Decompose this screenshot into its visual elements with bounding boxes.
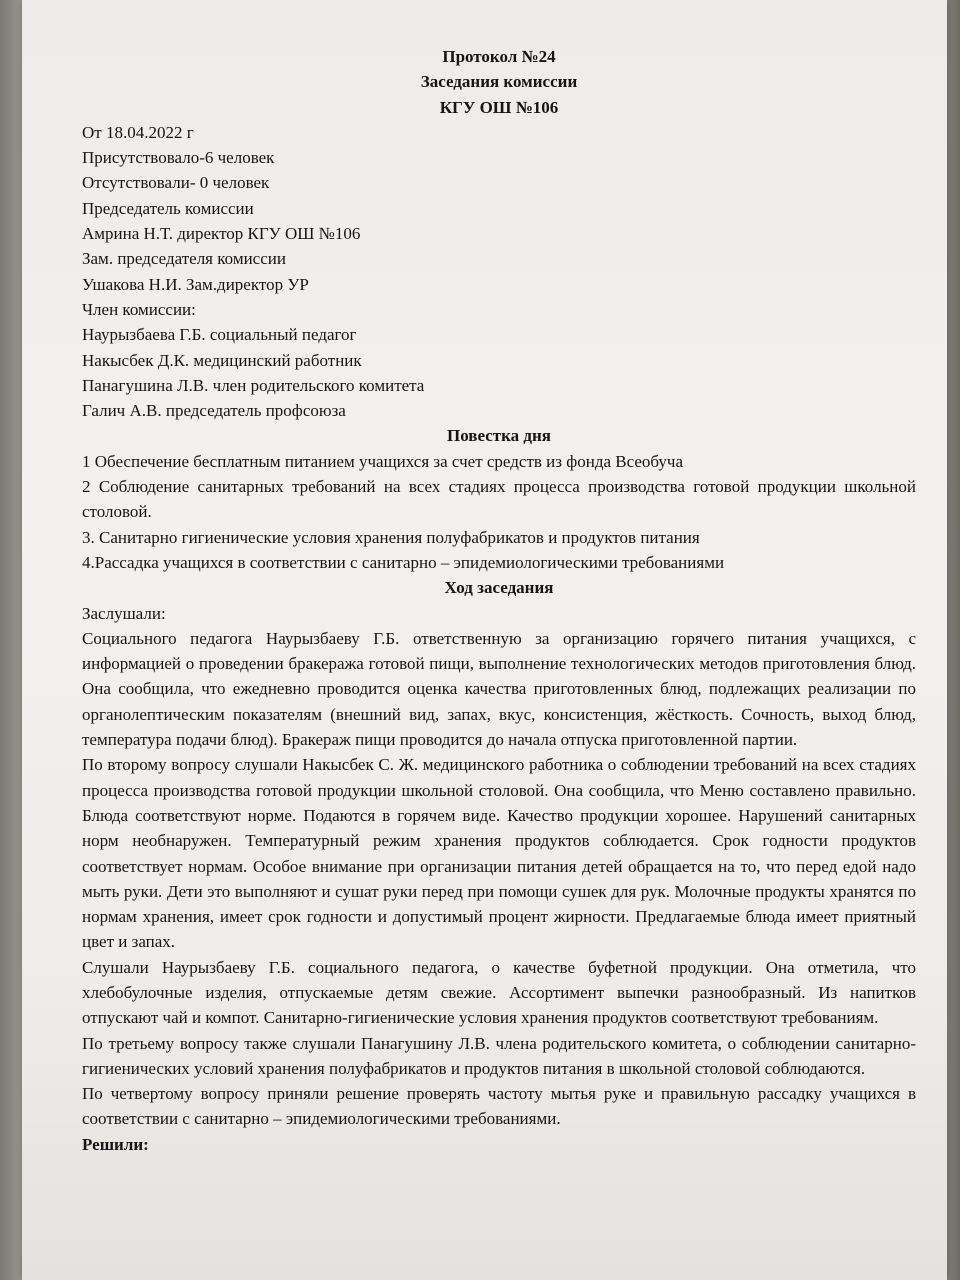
members-label: Член комиссии: — [82, 299, 196, 319]
protocol-title: Протокол №24 — [442, 47, 556, 66]
agenda-item: 2 Соблюдение санитарных требований на всех стадиях процесса производства готовой продукции школьной столовой. — [82, 477, 916, 522]
proceedings-paragraph: Социального педагога Наурызбаеву Г.Б. ответственную за организацию горячего питания учащихся, с информацией о проведении бракеража готовой пищи, выполнение технологических методов приготовления блюд. Она сообщила, что ежедневно проводится оценка качества приготовленных блюд, подлежащих реализации по органолептическим показателям (внешний вид, запах, вкус, консистенция, жёсткость. Сочность, выход блюд, температура подачи блюд). Бракераж пищи проводится до начала отпуска приготовленной партии. — [82, 628, 916, 750]
agenda-list — [82, 449, 916, 575]
attendance-absent: Отсутствовали- 0 человек — [82, 173, 270, 193]
proceedings-paragraph: По второму вопросу слушали Накысбек С. Ж. медицинского работника о соблюдении требований на всех стадиях процесса производства готовой продукции школьной столовой. Она сообщила, что Меню составлено правильно. Блюда соответствуют норме. Подаются в горячем виде. Качество продукции хорошее. Нарушений санитарных норм необнаружен. Температурный режим хранения продуктов соблюдается. Срок годности продуктов соответствует нормам. Особое внимание при организации питания детей обращается на то, что перед едой надо мыть руки. Дети это выполняют и сушат руки перед при помощи сушек для рук. Молочные продукты хранятся по нормам хранения, имеет срок годности и допустимый процент жирности. Предлагаемые блюда имеет приятный цвет и запах. — [82, 755, 916, 952]
document-body — [82, 44, 916, 1157]
proceedings-paragraph: Слушали Наурызбаеву Г.Б. социального педагога, о качестве буфетной продукции. Она отметила, что хлебобулочные изделия, отпускаемые детям свежие. Ассортимент выпечки разнообразный. Из напитков отпускают чай и компот. Санитарно-гигиенические условия хранения продуктов соответствуют требованиям. — [82, 957, 916, 1028]
proceedings-paragraph: По четвертому вопросу приняли решение проверять частоту мытья руке и правильную рассадку учащихся в соответствии с санитарно – эпидемиологическими требованиями. — [82, 1084, 916, 1129]
member-1: Наурызбаева Г.Б. социальный педагог — [82, 325, 357, 345]
protocol-subtitle: Заседания комиссии — [420, 72, 578, 92]
vice-chair-name: Ушакова Н.И. Зам.директор УР — [82, 274, 309, 294]
heard-label: Заслушали: — [82, 603, 166, 623]
agenda-item: 3. Санитарно гигиенические условия хранения полуфабрикатов и продуктов питания — [82, 527, 700, 547]
vice-chair-label: Зам. председателя комиссии — [82, 249, 286, 269]
chair-name: Амрина Н.Т. директор КГУ ОШ №106 — [82, 224, 361, 244]
proceedings-paragraph: По третьему вопросу также слушали Панагушину Л.В. члена родительского комитета, о соблюдении санитарно-гигиенических условий хранения полуфабрикатов и продуктов питания в школьной столовой соблюдаются. — [82, 1033, 916, 1078]
proceedings-text — [82, 626, 916, 1132]
member-2: Накысбек Д.К. медицинский работник — [82, 350, 362, 370]
meeting-info — [82, 120, 916, 424]
proceedings-heading: Ход заседания — [444, 578, 554, 598]
decided-label: Решили: — [82, 1134, 149, 1154]
meeting-date: От 18.04.2022 г — [82, 122, 194, 142]
agenda-heading: Повестка дня — [446, 426, 551, 446]
agenda-item: 4.Рассадка учащихся в соответствии с санитарно – эпидемиологическими требованиями — [82, 552, 725, 572]
attendance-present: Присутствовало-6 человек — [82, 148, 275, 168]
member-3: Панагушина Л.В. член родительского комитета — [82, 375, 425, 395]
agenda-item: 1 Обеспечение бесплатным питанием учащихся за счет средств из фонда Всеобуча — [82, 451, 684, 471]
member-4: Галич А.В. председатель профсоюза — [82, 401, 346, 421]
organization-name: КГУ ОШ №106 — [439, 97, 559, 117]
chair-label: Председатель комиссии — [82, 198, 254, 218]
